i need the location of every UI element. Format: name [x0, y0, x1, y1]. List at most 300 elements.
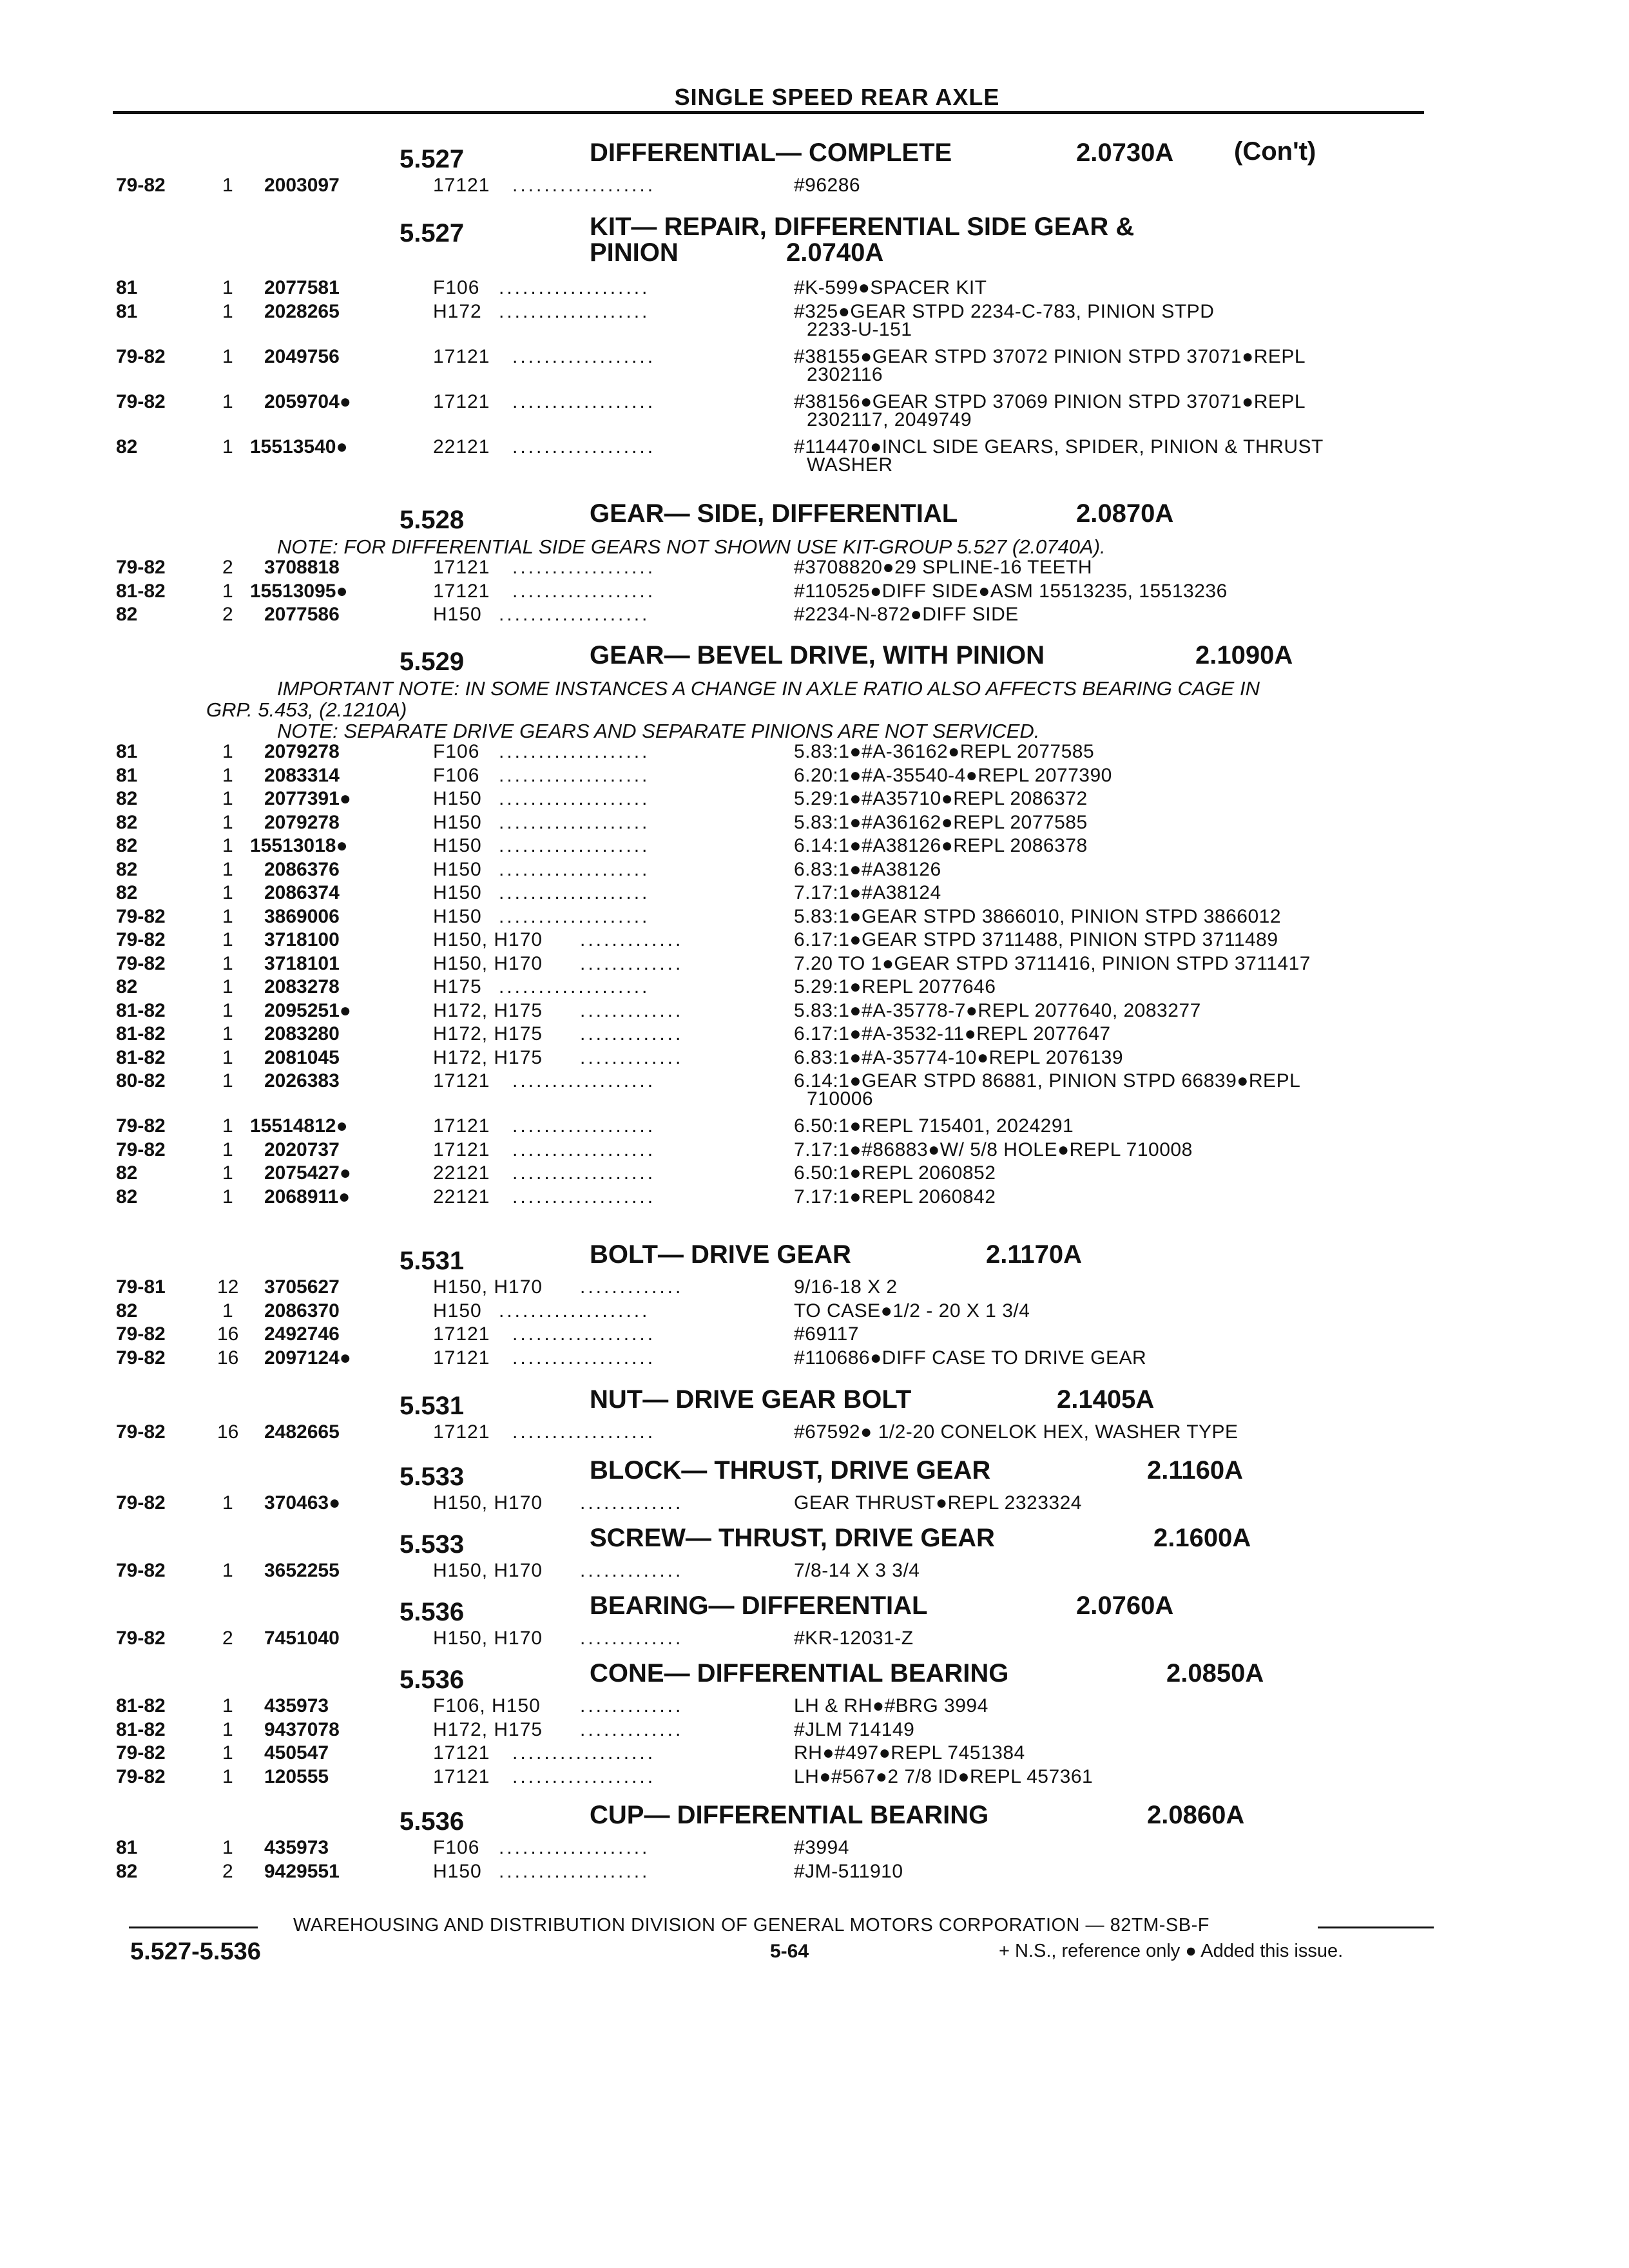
row-model: 17121: [433, 1742, 490, 1763]
section-note: GRP. 5.453, (2.1210A): [206, 698, 407, 721]
section-continued: (Con't): [1234, 137, 1316, 166]
row-description-continued: 2302116: [807, 363, 883, 385]
row-model: F106: [433, 1837, 480, 1858]
row-quantity: 1: [222, 1765, 233, 1787]
row-part-number: 2083278: [264, 976, 340, 997]
section-reference: 2.0870A: [1076, 499, 1174, 528]
row-part-number: 3705627: [264, 1276, 340, 1298]
row-description: #110525●DIFF SIDE●ASM 15513235, 15513236: [794, 580, 1228, 602]
row-year: 82: [116, 882, 138, 903]
leader-dots: .............: [580, 1718, 684, 1740]
row-quantity: 1: [222, 1492, 233, 1514]
row-part-number: 9429551: [264, 1860, 340, 1882]
row-year: 82: [116, 436, 138, 457]
footer-rule-left: [129, 1927, 258, 1928]
row-part-number: 450547: [264, 1742, 329, 1763]
row-model: 22121: [433, 436, 490, 457]
table-row: [0, 976, 1629, 1002]
row-description: 5.83:1●#A-35778-7●REPL 2077640, 2083277: [794, 999, 1201, 1021]
section-reference: 2.0760A: [1076, 1591, 1174, 1620]
row-description: #3708820●29 SPLINE-16 TEETH: [794, 557, 1093, 578]
row-quantity: 1: [222, 277, 233, 298]
section-reference: 2.1170A: [986, 1240, 1083, 1269]
row-year: 79-82: [116, 1115, 166, 1137]
section-reference: 2.1600A: [1153, 1524, 1251, 1552]
row-description: 7/8-14 X 3 3/4: [794, 1560, 920, 1581]
row-year: 82: [116, 858, 138, 880]
table-row: [0, 906, 1629, 932]
table-row: [0, 1000, 1629, 1026]
row-model: H150, H170: [433, 929, 543, 950]
row-model: H150: [433, 604, 482, 625]
row-part-number: 15514812●: [250, 1115, 348, 1137]
row-description: 9/16-18 X 2: [794, 1276, 898, 1298]
row-model: H172, H175: [433, 1023, 543, 1044]
row-quantity: 1: [222, 1070, 233, 1091]
table-row: [0, 1023, 1629, 1049]
table-row: [0, 1766, 1629, 1792]
row-description: 6.14:1●#A38126●REPL 2086378: [794, 835, 1088, 856]
row-year: 81-82: [116, 1695, 166, 1716]
table-row: [0, 1300, 1629, 1326]
section-title: DIFFERENTIAL— COMPLETE: [590, 139, 952, 167]
row-year: 79-82: [116, 929, 166, 950]
leader-dots: ..................: [512, 345, 656, 367]
table-row: [0, 1139, 1629, 1165]
row-year: 82: [116, 788, 138, 809]
row-part-number: 2003097: [264, 175, 340, 196]
row-description: #110686●DIFF CASE TO DRIVE GEAR: [794, 1347, 1147, 1369]
row-model: H172, H175: [433, 1718, 543, 1740]
row-year: 82: [116, 1186, 138, 1207]
row-part-number: 15513095●: [250, 580, 348, 602]
section-title: GEAR— BEVEL DRIVE, WITH PINION: [590, 641, 1045, 669]
row-quantity: 1: [222, 1695, 233, 1716]
row-model: 17121: [433, 345, 490, 367]
leader-dots: ...................: [499, 835, 650, 856]
row-description-continued: WASHER: [807, 454, 893, 476]
row-description: 6.17:1●GEAR STPD 3711488, PINION STPD 3711489: [794, 929, 1278, 950]
row-description: 7.17:1●#A38124: [794, 882, 941, 903]
table-row: [0, 1047, 1629, 1073]
row-year: 81-82: [116, 999, 166, 1021]
table-row: [0, 1186, 1629, 1212]
row-part-number: 9437078: [264, 1718, 340, 1740]
section-reference: 2.1160A: [1147, 1456, 1244, 1485]
row-model: H150, H170: [433, 1492, 543, 1514]
section-note: IMPORTANT NOTE: IN SOME INSTANCES A CHANGE IN AXLE RATIO ALSO AFFECTS BEARING CAGE IN: [277, 677, 1260, 700]
row-model: H150: [433, 905, 482, 927]
row-part-number: 3718100: [264, 929, 340, 950]
table-row: [0, 1323, 1629, 1349]
row-year: 81: [116, 741, 138, 762]
row-year: 79-82: [116, 1492, 166, 1514]
row-year: 82: [116, 811, 138, 833]
row-year: 79-82: [116, 1765, 166, 1787]
row-model: 17121: [433, 1115, 490, 1137]
row-description-continued: 2233-U-151: [807, 318, 912, 340]
row-year: 79-82: [116, 952, 166, 974]
footer-legend: + N.S., reference only ● Added this issue.: [999, 1941, 1344, 1961]
leader-dots: ...................: [499, 277, 650, 298]
table-row: [0, 1276, 1629, 1302]
row-year: 79-82: [116, 390, 166, 412]
table-row: [0, 1560, 1629, 1586]
row-quantity: 1: [222, 1718, 233, 1740]
leader-dots: ..................: [512, 1186, 656, 1207]
row-model: H150, H170: [433, 1560, 543, 1581]
row-year: 82: [116, 604, 138, 625]
leader-dots: ...................: [499, 882, 650, 903]
row-description: #38156●GEAR STPD 37069 PINION STPD 37071●REPL: [794, 390, 1306, 412]
section-title: SCREW— THRUST, DRIVE GEAR: [590, 1524, 995, 1552]
row-quantity: 1: [222, 436, 233, 457]
table-row: [0, 557, 1629, 582]
row-model: 17121: [433, 1765, 490, 1787]
leader-dots: ...................: [499, 976, 650, 997]
row-year: 79-81: [116, 1276, 166, 1298]
section-reference: 2.0860A: [1147, 1801, 1245, 1829]
row-quantity: 1: [222, 741, 233, 762]
row-part-number: 2028265: [264, 300, 340, 322]
leader-dots: ..................: [512, 1162, 656, 1184]
row-model: H150: [433, 811, 482, 833]
row-quantity: 1: [222, 1186, 233, 1207]
row-quantity: 1: [222, 1115, 233, 1137]
section-title: NUT— DRIVE GEAR BOLT: [590, 1385, 912, 1414]
row-model: 17121: [433, 175, 490, 196]
row-part-number: 2097124●: [264, 1347, 351, 1369]
leader-dots: ...................: [499, 604, 650, 625]
row-part-number: 2086370: [264, 1300, 340, 1321]
row-description: #325●GEAR STPD 2234-C-783, PINION STPD: [794, 300, 1215, 322]
row-quantity: 16: [217, 1323, 239, 1345]
row-year: 81-82: [116, 1046, 166, 1068]
row-description: 6.83:1●#A-35774-10●REPL 2076139: [794, 1046, 1123, 1068]
row-description: 6.83:1●#A38126: [794, 858, 941, 880]
leader-dots: ..................: [512, 1115, 656, 1137]
section-title: CONE— DIFFERENTIAL BEARING: [590, 1659, 1009, 1687]
footer-page-number: 5-64: [770, 1941, 809, 1962]
row-quantity: 12: [217, 1276, 239, 1298]
row-quantity: 1: [222, 1162, 233, 1184]
row-part-number: 15513018●: [250, 835, 348, 856]
section-code: 5.528: [400, 506, 465, 534]
section-title: BEARING— DIFFERENTIAL: [590, 1591, 928, 1620]
row-model: F106, H150: [433, 1695, 541, 1716]
row-year: 81: [116, 300, 138, 322]
leader-dots: .............: [580, 999, 684, 1021]
row-description: RH●#497●REPL 7451384: [794, 1742, 1025, 1763]
row-part-number: 3718101: [264, 952, 340, 974]
row-description: #JLM 714149: [794, 1718, 915, 1740]
row-year: 81-82: [116, 1718, 166, 1740]
leader-dots: ...................: [499, 1300, 650, 1321]
section-code: 5.527: [400, 219, 465, 247]
row-model: F106: [433, 764, 480, 786]
row-model: H150: [433, 835, 482, 856]
table-row: [0, 1695, 1629, 1721]
table-row: [0, 1861, 1629, 1887]
table-row: [0, 604, 1629, 629]
row-description: 5.29:1●#A35710●REPL 2086372: [794, 788, 1088, 809]
row-description-continued: 710006: [807, 1088, 874, 1110]
row-description: LH●#567●2 7/8 ID●REPL 457361: [794, 1765, 1094, 1787]
row-part-number: 2075427●: [264, 1162, 351, 1184]
table-row: [0, 859, 1629, 885]
row-model: H150, H170: [433, 952, 543, 974]
row-model: H150: [433, 788, 482, 809]
row-year: 82: [116, 1162, 138, 1184]
section-code: 5.536: [400, 1598, 465, 1626]
row-model: F106: [433, 741, 480, 762]
row-part-number: 3869006: [264, 905, 340, 927]
row-model: 17121: [433, 1347, 490, 1369]
leader-dots: ..................: [512, 175, 656, 196]
row-year: 79-82: [116, 1560, 166, 1581]
row-year: 79-82: [116, 1347, 166, 1369]
row-year: 81: [116, 277, 138, 298]
row-description: #114470●INCL SIDE GEARS, SPIDER, PINION & THRUST: [794, 436, 1324, 457]
row-description: TO CASE●1/2 - 20 X 1 3/4: [794, 1300, 1030, 1321]
leader-dots: ...................: [499, 1860, 650, 1882]
row-description: 6.17:1●#A-3532-11●REPL 2077647: [794, 1023, 1111, 1044]
footer-rule-right: [1318, 1927, 1434, 1928]
header-rule: [113, 111, 1424, 114]
leader-dots: .............: [580, 1023, 684, 1044]
row-quantity: 1: [222, 764, 233, 786]
leader-dots: .............: [580, 1695, 684, 1716]
row-part-number: 2077586: [264, 604, 340, 625]
row-model: H172, H175: [433, 999, 543, 1021]
leader-dots: ...................: [499, 1837, 650, 1858]
row-description: #3994: [794, 1837, 849, 1858]
row-model: H150, H170: [433, 1276, 543, 1298]
row-part-number: 2059704●: [264, 390, 351, 412]
table-row: [0, 765, 1629, 791]
row-quantity: 1: [222, 811, 233, 833]
row-model: 22121: [433, 1162, 490, 1184]
row-year: 79-82: [116, 1742, 166, 1763]
row-description: 6.14:1●GEAR STPD 86881, PINION STPD 66839●REPL: [794, 1070, 1301, 1091]
row-year: 81: [116, 1837, 138, 1858]
row-year: 79-82: [116, 1323, 166, 1345]
section-note: NOTE: FOR DIFFERENTIAL SIDE GEARS NOT SHOWN USE KIT-GROUP 5.527 (2.0740A).: [277, 535, 1106, 558]
row-model: 22121: [433, 1186, 490, 1207]
table-row: [0, 1837, 1629, 1863]
section-title: CUP— DIFFERENTIAL BEARING: [590, 1801, 989, 1829]
row-quantity: 1: [222, 858, 233, 880]
row-part-number: 2083280: [264, 1023, 340, 1044]
row-year: 79-82: [116, 1421, 166, 1443]
row-part-number: 120555: [264, 1765, 329, 1787]
row-description: GEAR THRUST●REPL 2323324: [794, 1492, 1082, 1514]
leader-dots: ...................: [499, 300, 650, 322]
row-quantity: 2: [222, 1628, 233, 1649]
row-description: 6.20:1●#A-35540-4●REPL 2077390: [794, 764, 1112, 786]
row-description: 5.83:1●GEAR STPD 3866010, PINION STPD 3866012: [794, 905, 1282, 927]
row-part-number: 370463●: [264, 1492, 341, 1514]
row-part-number: 2482665: [264, 1421, 340, 1443]
section-code: 5.536: [400, 1666, 465, 1694]
leader-dots: ..................: [512, 436, 656, 457]
table-row: [0, 835, 1629, 861]
row-part-number: 2020737: [264, 1139, 340, 1160]
row-model: 17121: [433, 580, 490, 602]
row-description: #JM-511910: [794, 1860, 903, 1882]
row-description: 5.83:1●#A-36162●REPL 2077585: [794, 741, 1095, 762]
table-row: [0, 788, 1629, 814]
section-title-line2: PINION: [590, 238, 679, 267]
table-row: [0, 1162, 1629, 1188]
row-description: #2234-N-872●DIFF SIDE: [794, 604, 1019, 625]
section-code: 5.529: [400, 648, 465, 676]
row-description: 5.83:1●#A36162●REPL 2077585: [794, 811, 1088, 833]
row-quantity: 1: [222, 345, 233, 367]
row-year: 79-82: [116, 1628, 166, 1649]
row-part-number: 2086376: [264, 858, 340, 880]
leader-dots: ...................: [499, 858, 650, 880]
section-code: 5.533: [400, 1463, 465, 1491]
leader-dots: ..................: [512, 390, 656, 412]
section-reference: 2.0730A: [1076, 139, 1174, 167]
leader-dots: .............: [580, 1492, 684, 1514]
row-year: 82: [116, 976, 138, 997]
row-part-number: 2492746: [264, 1323, 340, 1345]
row-year: 80-82: [116, 1070, 166, 1091]
row-part-number: 435973: [264, 1695, 329, 1716]
row-year: 82: [116, 1300, 138, 1321]
row-model: H150: [433, 1860, 482, 1882]
section-reference: 2.1405A: [1057, 1385, 1155, 1414]
leader-dots: .............: [580, 952, 684, 974]
row-model: H175: [433, 976, 482, 997]
row-quantity: 1: [222, 1023, 233, 1044]
leader-dots: ..................: [512, 1070, 656, 1091]
section-reference: 2.0850A: [1166, 1659, 1264, 1687]
row-part-number: 2049756: [264, 345, 340, 367]
leader-dots: ..................: [512, 1323, 656, 1345]
page-title: SINGLE SPEED REAR AXLE: [674, 84, 1000, 110]
section-title: KIT— REPAIR, DIFFERENTIAL SIDE GEAR &: [590, 213, 1135, 241]
table-row: [0, 1492, 1629, 1518]
row-description: 7.20 TO 1●GEAR STPD 3711416, PINION STPD 3711417: [794, 952, 1311, 974]
row-quantity: 16: [217, 1421, 239, 1443]
row-description: 5.29:1●REPL 2077646: [794, 976, 996, 997]
row-quantity: 2: [222, 557, 233, 578]
row-description: 6.50:1●REPL 2060852: [794, 1162, 996, 1184]
row-year: 79-82: [116, 1139, 166, 1160]
row-model: 17121: [433, 557, 490, 578]
leader-dots: ...................: [499, 741, 650, 762]
row-year: 81-82: [116, 1023, 166, 1044]
leader-dots: ..................: [512, 580, 656, 602]
row-model: H172, H175: [433, 1046, 543, 1068]
row-year: 82: [116, 1860, 138, 1882]
leader-dots: ..................: [512, 1765, 656, 1787]
row-part-number: 2077391●: [264, 788, 351, 809]
leader-dots: ..................: [512, 1421, 656, 1443]
footer-division: WAREHOUSING AND DISTRIBUTION DIVISION OF GENERAL MOTORS CORPORATION — 82TM-SB-F: [293, 1915, 1210, 1936]
row-year: 82: [116, 835, 138, 856]
row-description-continued: 2302117, 2049749: [807, 408, 972, 430]
table-row: [0, 812, 1629, 838]
row-quantity: 1: [222, 952, 233, 974]
row-description: #69117: [794, 1323, 859, 1345]
table-row: [0, 1115, 1629, 1141]
row-description: 6.50:1●REPL 715401, 2024291: [794, 1115, 1074, 1137]
row-part-number: 3652255: [264, 1560, 340, 1581]
row-part-number: 2077581: [264, 277, 340, 298]
row-quantity: 1: [222, 999, 233, 1021]
section-code: 5.536: [400, 1807, 465, 1836]
row-quantity: 2: [222, 604, 233, 625]
row-model: H150: [433, 858, 482, 880]
row-part-number: 2068911●: [264, 1186, 351, 1207]
row-quantity: 1: [222, 835, 233, 856]
table-row: [0, 175, 1629, 200]
row-part-number: 7451040: [264, 1628, 340, 1649]
row-model: H150: [433, 1300, 482, 1321]
section-code: 5.527: [400, 145, 465, 173]
table-row: [0, 277, 1629, 303]
row-part-number: 2026383: [264, 1070, 340, 1091]
leader-dots: .............: [580, 929, 684, 950]
section-title: BLOCK— THRUST, DRIVE GEAR: [590, 1456, 991, 1485]
row-part-number: 15513540●: [250, 436, 348, 457]
row-part-number: 3708818: [264, 557, 340, 578]
table-row: [0, 1421, 1629, 1447]
row-quantity: 1: [222, 390, 233, 412]
row-year: 81-82: [116, 580, 166, 602]
table-row: [0, 1719, 1629, 1745]
section-code: 5.531: [400, 1247, 465, 1275]
section-reference: 2.0740A: [786, 238, 884, 267]
row-description: #KR-12031-Z: [794, 1628, 914, 1649]
row-year: 79-82: [116, 175, 166, 196]
leader-dots: ..................: [512, 1139, 656, 1160]
table-row: [0, 953, 1629, 979]
row-model: H150: [433, 882, 482, 903]
row-quantity: 2: [222, 1860, 233, 1882]
section-note: NOTE: SEPARATE DRIVE GEARS AND SEPARATE PINIONS ARE NOT SERVICED.: [277, 720, 1040, 742]
leader-dots: .............: [580, 1628, 684, 1649]
table-row: [0, 741, 1629, 767]
row-description: #67592● 1/2-20 CONELOK HEX, WASHER TYPE: [794, 1421, 1239, 1443]
leader-dots: .............: [580, 1046, 684, 1068]
row-quantity: 1: [222, 1046, 233, 1068]
row-quantity: 1: [222, 1742, 233, 1763]
row-quantity: 1: [222, 1300, 233, 1321]
section-title: BOLT— DRIVE GEAR: [590, 1240, 851, 1269]
row-year: 79-82: [116, 345, 166, 367]
row-description: #96286: [794, 175, 861, 196]
row-quantity: 1: [222, 905, 233, 927]
row-quantity: 1: [222, 1560, 233, 1581]
row-quantity: 1: [222, 976, 233, 997]
table-row: [0, 581, 1629, 606]
table-row: [0, 882, 1629, 908]
row-description: 7.17:1●#86883●W/ 5/8 HOLE●REPL 710008: [794, 1139, 1193, 1160]
row-year: 81: [116, 764, 138, 786]
section-reference: 2.1090A: [1195, 641, 1293, 669]
row-part-number: 2095251●: [264, 999, 351, 1021]
table-row: [0, 929, 1629, 955]
row-model: H150, H170: [433, 1628, 543, 1649]
row-quantity: 1: [222, 1837, 233, 1858]
table-row: [0, 1742, 1629, 1768]
row-part-number: 2086374: [264, 882, 340, 903]
